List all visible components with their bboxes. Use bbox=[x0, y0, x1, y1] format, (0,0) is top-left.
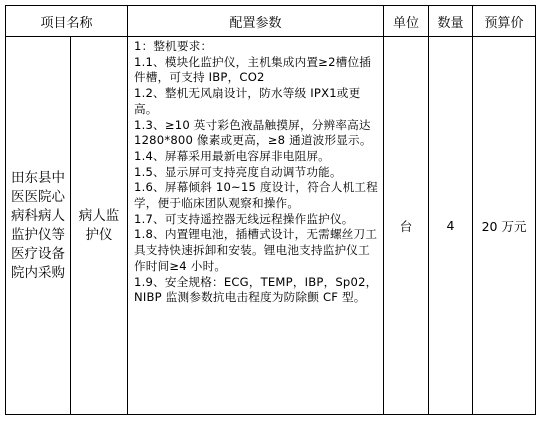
item-cell bbox=[71, 37, 128, 415]
quantity-cell: 4 bbox=[429, 37, 473, 415]
table-header-row bbox=[6, 6, 536, 37]
budget-cell: 20 万元 bbox=[473, 37, 536, 415]
project-cell bbox=[6, 37, 71, 415]
procurement-table bbox=[5, 5, 536, 415]
spec-line: 1.6、屏幕倾斜 10~15 度设计，符合人机工程学，便于临床团队观察和操作。 bbox=[134, 180, 378, 211]
spec-line: 1.3、≥10 英寸彩色液晶触摸屏，分辨率高达 1280*800 像素或更高，≥8 通道波形显示。 bbox=[134, 117, 372, 148]
spec-line: 1.7、可支持遥控器无线远程操作监护仪。 bbox=[134, 211, 354, 226]
header-budget: 预算价 bbox=[473, 6, 536, 37]
project-name: 田东县中医医院心病科病人监护仪等医疗设备院内采购 bbox=[11, 169, 65, 281]
spec-line: 1.8、内置锂电池，插槽式设计，无需螺丝刀工具支持快速拆卸和安装。锂电池支持监护仪工作时间≥4 小时。 bbox=[134, 227, 378, 273]
header-spec: 配置参数 bbox=[128, 6, 384, 37]
spec-line: 1.5、显示屏可支持亮度自动调节功能。 bbox=[134, 164, 342, 179]
spec-line: 1.4、屏幕采用最新电容屏非电阻屏。 bbox=[134, 148, 330, 163]
spec-line: 1.2、整机无风扇设计，防水等级 IPX1或更高。 bbox=[134, 86, 361, 116]
unit-cell: 台 bbox=[384, 37, 429, 415]
spec-cell bbox=[128, 37, 384, 415]
item-name: 病人监护仪 bbox=[78, 207, 120, 243]
table-row bbox=[6, 37, 536, 415]
spec-line: 1.1、模块化监护仪，主机集成内置≥2槽位插件槽，可支持 IBP，CO2 bbox=[134, 54, 372, 85]
header-quantity: 数量 bbox=[429, 6, 473, 37]
spec-line: 1.9、安全规格：ECG，TEMP，IBP，Sp02，NIBP 监测参数抗电击程度为防除颤 CF 型。 bbox=[134, 274, 378, 305]
header-project-name: 项目名称 bbox=[6, 6, 128, 37]
spec-line: 1：整机要求： bbox=[134, 39, 213, 53]
header-unit: 单位 bbox=[384, 6, 429, 37]
